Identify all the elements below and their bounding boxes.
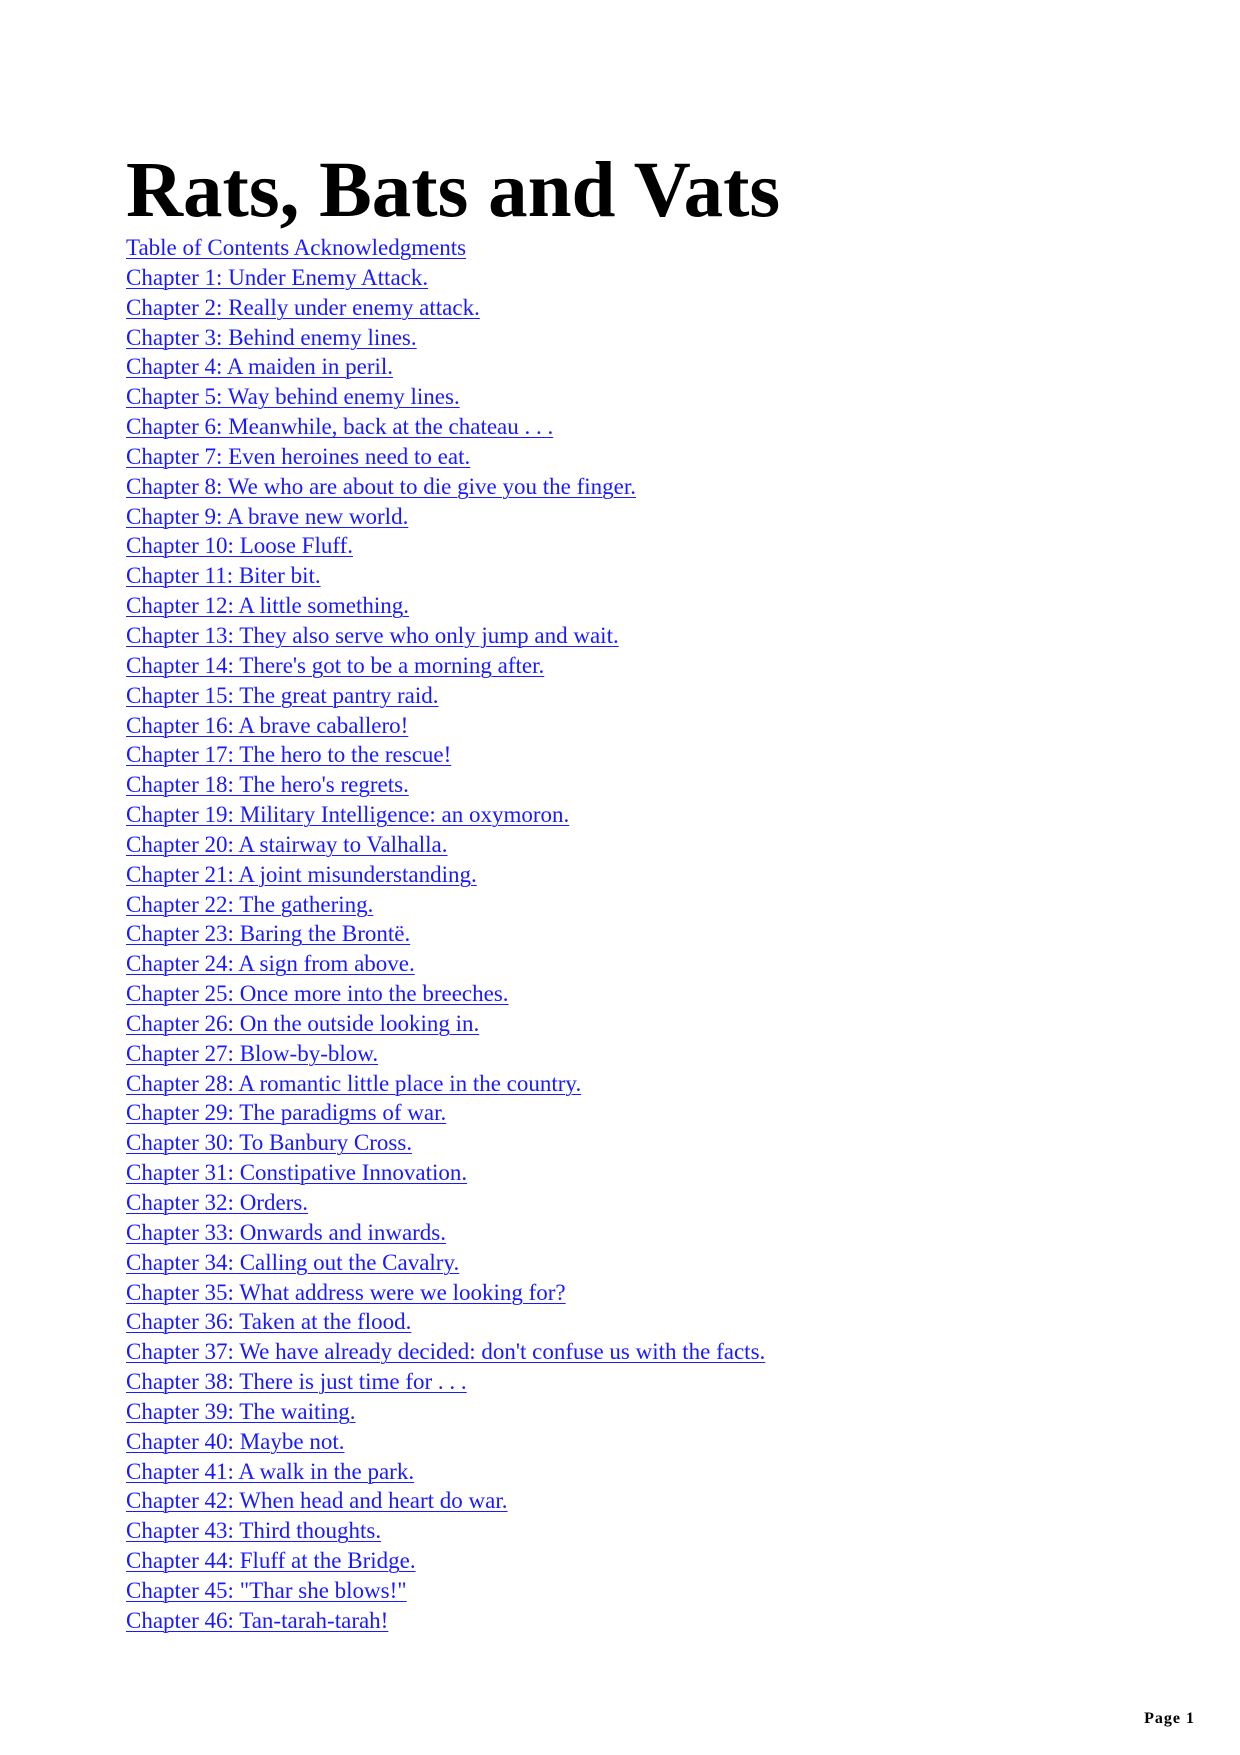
toc-link-chapter-3[interactable]: Chapter 3: Behind enemy lines. xyxy=(126,324,417,350)
toc-link-chapter-22[interactable]: Chapter 22: The gathering. xyxy=(126,891,374,917)
toc-entry xyxy=(126,382,765,412)
toc-entry xyxy=(126,770,765,800)
toc-entry xyxy=(126,1278,765,1308)
toc-link-chapter-15[interactable]: Chapter 15: The great pantry raid. xyxy=(126,682,439,708)
toc-entry xyxy=(126,1427,765,1457)
toc-link-chapter-18[interactable]: Chapter 18: The hero's regrets. xyxy=(126,772,409,798)
toc-link-chapter-32[interactable]: Chapter 32: Orders. xyxy=(126,1190,309,1215)
toc-link-chapter-6[interactable]: Chapter 6: Meanwhile, back at the chateau . . . xyxy=(126,414,554,440)
toc-link-chapter-34[interactable]: Chapter 34: Calling out the Cavalry. xyxy=(126,1249,460,1275)
toc-link-chapter-17[interactable]: Chapter 17: The hero to the rescue! xyxy=(126,742,452,768)
toc-entry xyxy=(126,1337,765,1367)
toc-link-chapter-2[interactable]: Chapter 2: Really under enemy attack. xyxy=(126,294,480,320)
toc-entry xyxy=(126,651,765,681)
toc-link-chapter-26[interactable]: Chapter 26: On the outside looking in. xyxy=(126,1010,480,1036)
toc-link-chapter-10[interactable]: Chapter 10: Loose Fluff. xyxy=(126,533,353,559)
toc-entry xyxy=(126,1009,765,1039)
toc-link-chapter-9[interactable]: Chapter 9: A brave new world. xyxy=(126,503,409,529)
toc-link-chapter-20[interactable]: Chapter 20: A stairway to Valhalla. xyxy=(126,831,448,857)
toc-entry xyxy=(126,979,765,1009)
toc-entry xyxy=(126,531,765,561)
toc-link-chapter-30[interactable]: Chapter 30: To Banbury Cross. xyxy=(126,1130,413,1156)
toc-entry xyxy=(126,681,765,711)
toc-link-chapter-23[interactable]: Chapter 23: Baring the Brontë. xyxy=(126,921,411,947)
toc-entry xyxy=(126,1248,765,1278)
toc-entry xyxy=(126,352,765,382)
toc-entry xyxy=(126,621,765,651)
toc-entry xyxy=(126,502,765,532)
toc-entry xyxy=(126,800,765,830)
toc-entry xyxy=(126,1158,765,1188)
toc-entry xyxy=(126,1516,765,1546)
toc-entry xyxy=(126,1128,765,1158)
toc-link-chapter-43[interactable]: Chapter 43: Third thoughts. xyxy=(126,1518,382,1544)
toc-entry xyxy=(126,323,765,353)
toc-entry xyxy=(126,1069,765,1099)
page-number: Page 1 xyxy=(1144,1710,1195,1727)
toc-link-chapter-28[interactable]: Chapter 28: A romantic little place in the country. xyxy=(126,1070,582,1096)
toc-entry xyxy=(126,233,765,263)
toc-link-chapter-7[interactable]: Chapter 7: Even heroines need to eat. xyxy=(126,443,471,469)
toc-entry xyxy=(126,860,765,890)
toc-entry xyxy=(126,890,765,920)
toc-link-chapter-14[interactable]: Chapter 14: There's got to be a morning after. xyxy=(126,652,545,678)
toc-link-chapter-24[interactable]: Chapter 24: A sign from above. xyxy=(126,951,415,977)
toc-entry xyxy=(126,1188,765,1218)
toc-link-chapter-27[interactable]: Chapter 27: Blow-by-blow. xyxy=(126,1040,379,1066)
toc-entry xyxy=(126,711,765,741)
toc-link-chapter-38[interactable]: Chapter 38: There is just time for . . . xyxy=(126,1369,467,1395)
toc-entry xyxy=(126,1098,765,1128)
toc-entry xyxy=(126,1606,765,1636)
toc-entry xyxy=(126,1546,765,1576)
toc-entry xyxy=(126,830,765,860)
toc-entry xyxy=(126,919,765,949)
toc-entry xyxy=(126,1576,765,1606)
toc-link-chapter-46[interactable]: Chapter 46: Tan-tarah-tarah! xyxy=(126,1607,389,1633)
toc-entry xyxy=(126,293,765,323)
toc-entry xyxy=(126,591,765,621)
toc-link-chapter-45[interactable]: Chapter 45: "Thar she blows!" xyxy=(126,1577,407,1603)
toc-link-chapter-21[interactable]: Chapter 21: A joint misunderstanding. xyxy=(126,861,477,887)
toc-link-chapter-5[interactable]: Chapter 5: Way behind enemy lines. xyxy=(126,384,460,410)
toc-entry xyxy=(126,1039,765,1069)
toc-entry xyxy=(126,472,765,502)
toc-entry xyxy=(126,1367,765,1397)
toc-link-chapter-37[interactable]: Chapter 37: We have already decided: don't confuse us with the facts. xyxy=(126,1339,766,1365)
toc-link-chapter-16[interactable]: Chapter 16: A brave caballero! xyxy=(126,712,409,738)
toc-entry xyxy=(126,412,765,442)
toc-link-chapter-1[interactable]: Chapter 1: Under Enemy Attack. xyxy=(126,264,429,290)
toc-link-chapter-19[interactable]: Chapter 19: Military Intelligence: an oxymoron. xyxy=(126,802,570,828)
toc-link-chapter-13[interactable]: Chapter 13: They also serve who only jump and wait. xyxy=(126,622,619,648)
toc-entry xyxy=(126,1307,765,1337)
toc-entry xyxy=(126,442,765,472)
toc-link-chapter-33[interactable]: Chapter 33: Onwards and inwards. xyxy=(126,1219,447,1245)
toc-link-chapter-39[interactable]: Chapter 39: The waiting. xyxy=(126,1398,356,1424)
toc-entry xyxy=(126,1218,765,1248)
toc-link-chapter-11[interactable]: Chapter 11: Biter bit. xyxy=(126,563,321,589)
toc-entry xyxy=(126,740,765,770)
toc-link-chapter-8[interactable]: Chapter 8: We who are about to die give you the finger. xyxy=(126,473,636,499)
toc-link-chapter-31[interactable]: Chapter 31: Constipative Innovation. xyxy=(126,1160,468,1186)
toc-entry xyxy=(126,263,765,293)
toc-link-acknowledgments[interactable]: Table of Contents Acknowledgments xyxy=(126,235,467,260)
toc-link-chapter-44[interactable]: Chapter 44: Fluff at the Bridge. xyxy=(126,1548,416,1574)
toc-link-chapter-36[interactable]: Chapter 36: Taken at the flood. xyxy=(126,1309,412,1335)
toc-entry xyxy=(126,949,765,979)
toc-link-chapter-40[interactable]: Chapter 40: Maybe not. xyxy=(126,1428,345,1454)
table-of-contents xyxy=(126,233,765,1636)
toc-link-chapter-41[interactable]: Chapter 41: A walk in the park. xyxy=(126,1458,415,1484)
document-title: Rats, Bats and Vats xyxy=(126,147,781,234)
toc-link-chapter-25[interactable]: Chapter 25: Once more into the breeches. xyxy=(126,981,509,1007)
toc-entry xyxy=(126,1397,765,1427)
toc-entry xyxy=(126,561,765,591)
toc-link-chapter-29[interactable]: Chapter 29: The paradigms of war. xyxy=(126,1100,447,1126)
toc-entry xyxy=(126,1457,765,1487)
toc-link-chapter-4[interactable]: Chapter 4: A maiden in peril. xyxy=(126,354,394,380)
toc-link-chapter-42[interactable]: Chapter 42: When head and heart do war. xyxy=(126,1488,508,1514)
toc-link-chapter-35[interactable]: Chapter 35: What address were we looking for? xyxy=(126,1279,566,1305)
toc-entry xyxy=(126,1486,765,1516)
toc-link-chapter-12[interactable]: Chapter 12: A little something. xyxy=(126,593,410,619)
